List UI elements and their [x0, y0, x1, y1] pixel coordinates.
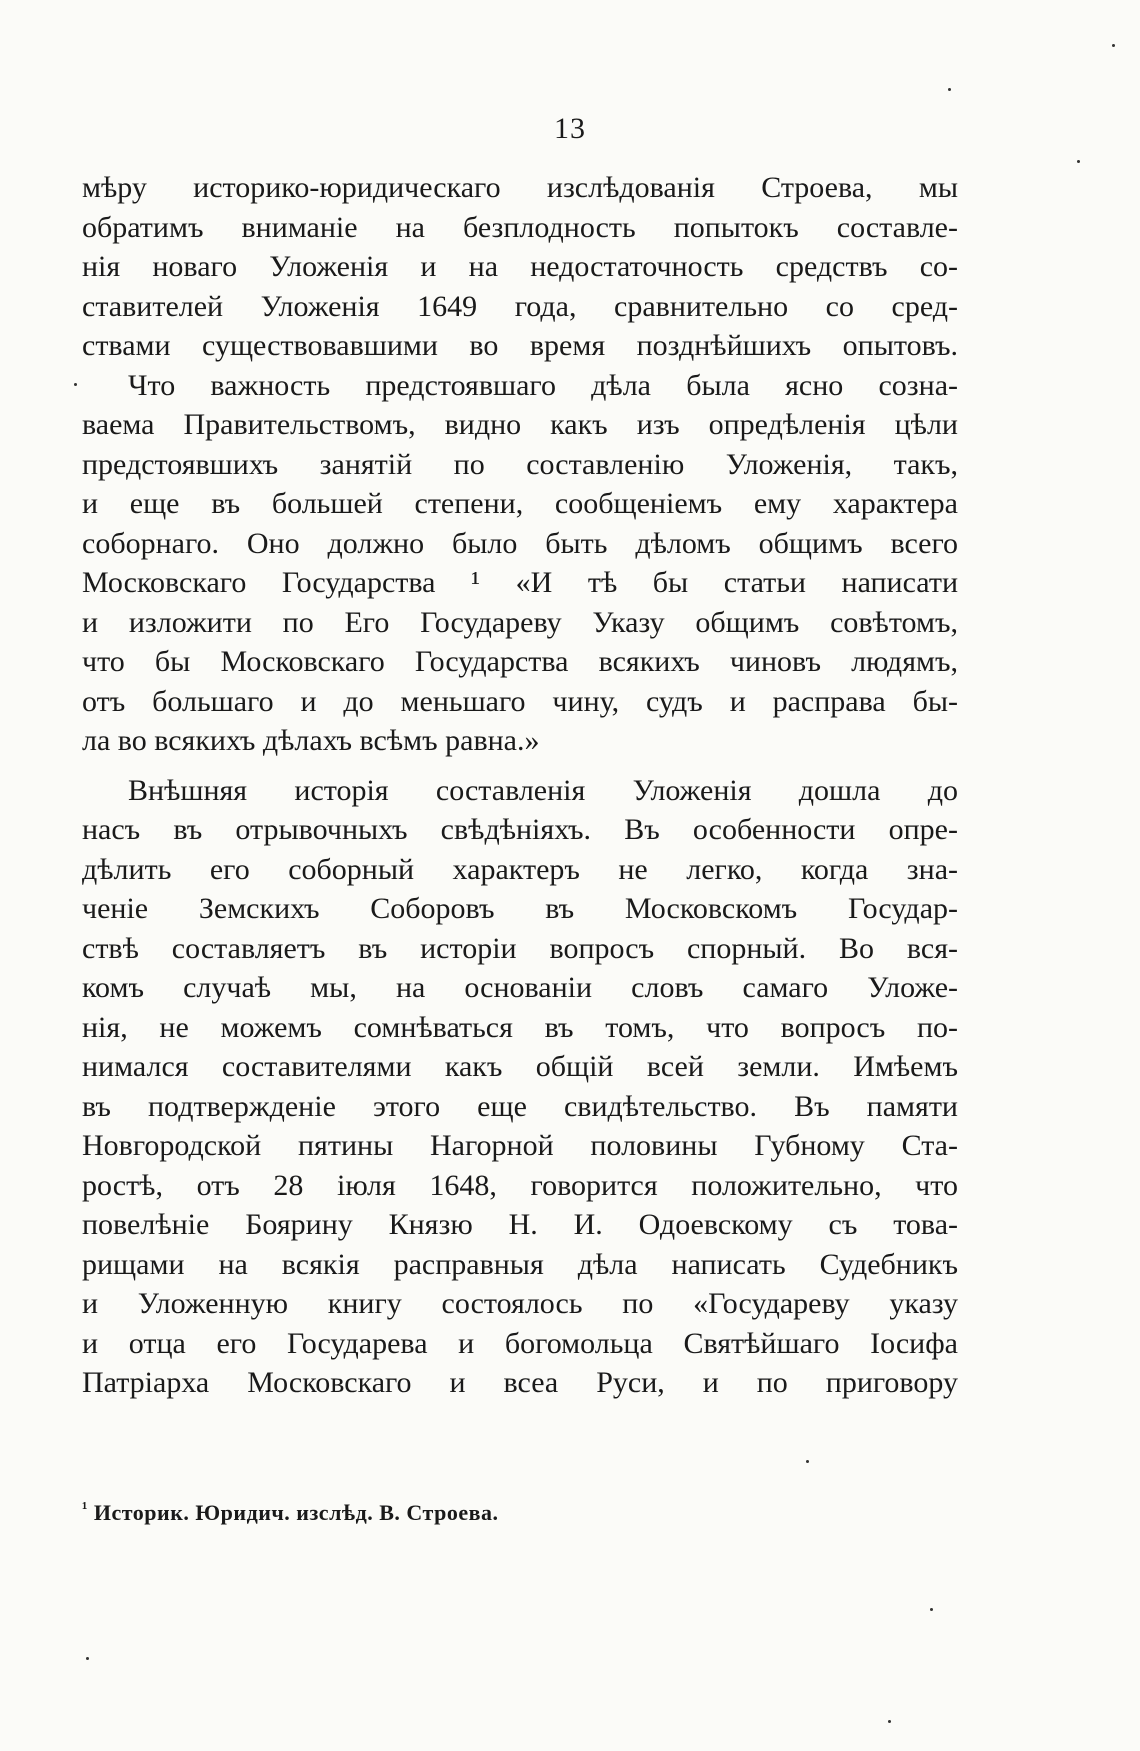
scan-speck: [1077, 160, 1080, 163]
text-line: нія, не можемъ сомнѣваться въ томъ, что вопросъ по-: [82, 1010, 958, 1044]
body-text: [82, 168, 958, 1403]
text-line: Внѣшняя исторія составленія Уложенія дошла до: [128, 773, 958, 807]
scan-speck: [930, 1608, 933, 1611]
text-line: насъ въ отрывочныхъ свѣдѣніяхъ. Въ особенности опре-: [82, 813, 958, 846]
text-line: ла во всякихъ дѣлахъ всѣмъ равна.»: [82, 724, 540, 757]
text-line: Московскаго Государства ¹ «И тѣ бы статьи написати: [82, 566, 958, 599]
scan-speck: [888, 1720, 891, 1723]
text-line: отъ большаго и до меньшаго чину, судъ и расправа бы-: [82, 684, 958, 718]
paragraph-1: [82, 168, 958, 366]
scan-speck: [1112, 44, 1115, 47]
scan-speck: [948, 88, 951, 91]
scan-speck: [86, 1657, 89, 1660]
footnote-marker: ¹: [82, 1498, 88, 1518]
footnote: [82, 1500, 498, 1526]
paragraph-gap: [82, 761, 958, 771]
text-line: Новгородской пятины Нагорной половины Губному Ста-: [82, 1129, 958, 1162]
text-line: ствами существовавшими во время позднѣйшихъ опытовъ.: [82, 329, 958, 362]
text-line: въ подтвержденіе этого еще свидѣтельство. Въ памяти: [82, 1089, 958, 1123]
text-line: дѣлить его соборный характеръ не легко, когда зна-: [82, 852, 958, 886]
footnote-text: Историк. Юридич. изслѣд. В. Строева.: [93, 1500, 499, 1525]
text-line: ваема Правительствомъ, видно какъ изъ опредѣленія цѣли: [82, 408, 958, 441]
text-line: и отца его Государева и богомольца Святѣйшаго Іосифа: [82, 1326, 958, 1360]
text-line: Патріарха Московскаго и всеа Руси, и по приговору: [82, 1366, 958, 1399]
text-line: обратимъ вниманіе на безплодность попытокъ составле-: [82, 210, 958, 244]
text-line: ставителей Уложенія 1649 года, сравнительно со сред-: [82, 289, 958, 323]
text-line: комъ случаѣ мы, на основаніи словъ самаго Уложе-: [82, 971, 958, 1004]
scan-speck: [74, 383, 77, 386]
text-line: ченіе Земскихъ Соборовъ въ Московскомъ Государ-: [82, 892, 958, 925]
text-line: соборнаго. Оно должно было быть дѣломъ общимъ всего: [82, 526, 958, 560]
text-line: нимался составителями какъ общій всей земли. Имѣемъ: [82, 1050, 958, 1083]
paragraph-3: [82, 771, 958, 1403]
page-number: 13: [554, 112, 586, 145]
text-line: мѣру историко-юридическаго изслѣдованія Строева, мы: [82, 171, 958, 204]
text-line: нія новаго Уложенія и на недостаточность средствъ со-: [82, 250, 958, 283]
text-line: рищами на всякія расправныя дѣла написать Судебникъ: [82, 1247, 958, 1281]
text-line: и Уложенную книгу состоялось по «Государеву указу: [82, 1287, 958, 1320]
text-line: повелѣніе Боярину Князю Н. И. Одоевскому съ това-: [82, 1208, 958, 1241]
text-line: Что важность предстоявшаго дѣла была ясно созна-: [128, 368, 958, 402]
text-line: и еще въ большей степени, сообщеніемъ ему характера: [82, 487, 958, 520]
text-line: ростѣ, отъ 28 іюля 1648, говорится положительно, что: [82, 1168, 958, 1202]
text-line: ствѣ составляетъ въ исторіи вопросъ спорный. Во вся-: [82, 931, 958, 965]
scan-speck: [806, 1460, 809, 1463]
paragraph-2: [82, 366, 958, 761]
text-line: предстоявшихъ занятій по составленію Уложенія, такъ,: [82, 447, 958, 481]
text-line: и изложити по Его Государеву Указу общимъ совѣтомъ,: [82, 605, 958, 639]
text-line: что бы Московскаго Государства всякихъ чиновъ людямъ,: [82, 645, 958, 678]
